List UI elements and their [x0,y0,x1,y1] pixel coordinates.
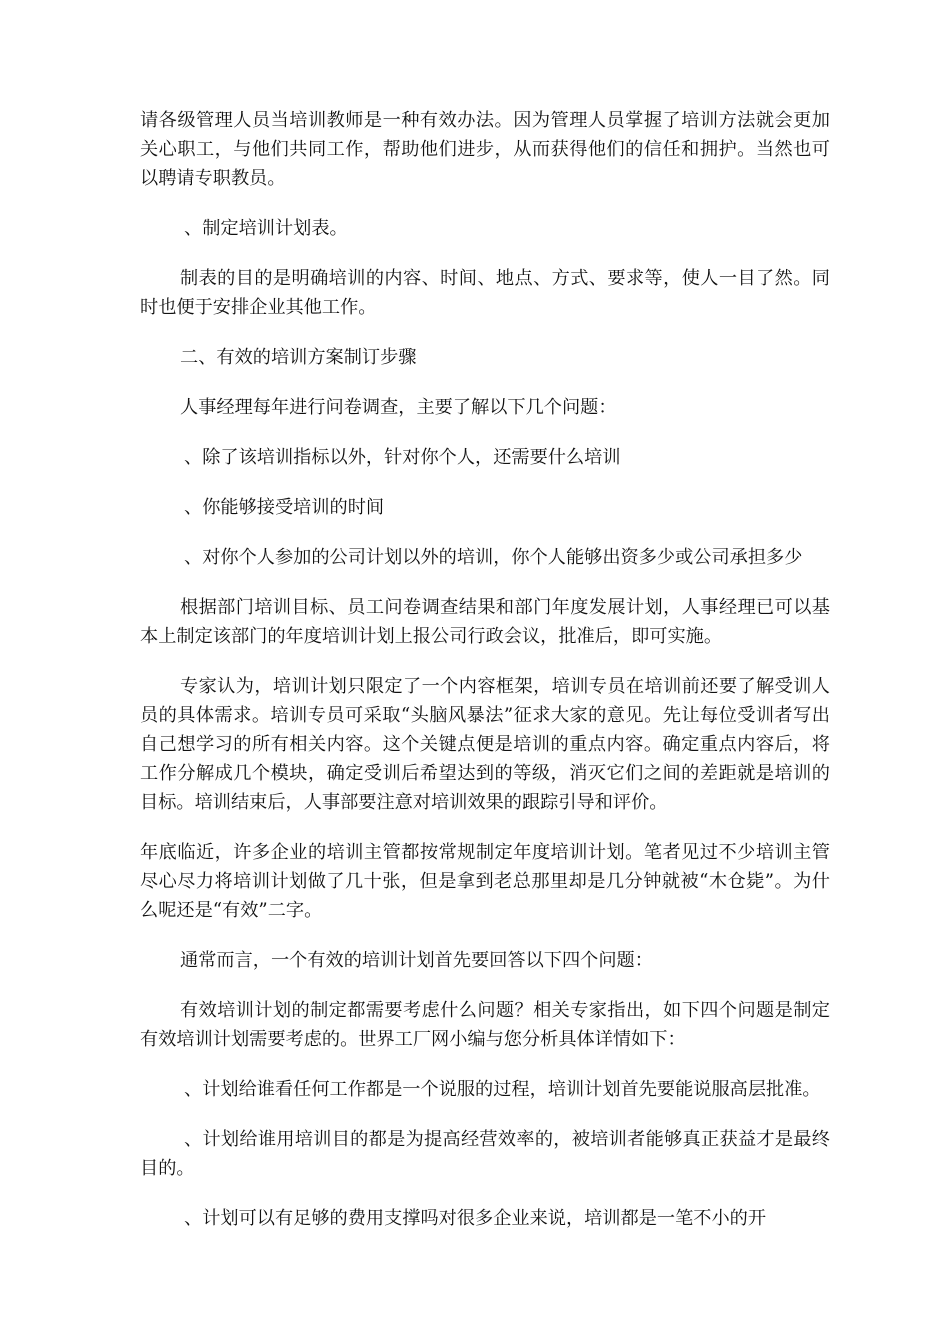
paragraph: 专家认为，培训计划只限定了一个内容框架，培训专员在培训前还要了解受训人员的具体需求。培训专员可采取“头脑风暴法”征求大家的意见。先让每位受训者写出自己想学习的所有相关内容。这个关键点便是培训的重点内容。确定重点内容后，将工作分解成几个模块，确定受训后希望达到的等级，消灭它们之间的差距就是培训的目标。培训结束后，人事部要注意对培训效果的跟踪引导和评价。 [140,676,830,813]
paragraph: 根据部门培训目标、员工问卷调查结果和部门年度发展计划，人事经理已可以基本上制定该部门的年度培训计划上报公司行政会议，批准后，即可实施。 [140,597,830,647]
list-item: 、计划给谁看任何工作都是一个说服的过程，培训计划首先要能说服高层批准。 [184,1079,821,1100]
paragraph: 人事经理每年进行问卷调查，主要了解以下几个问题： [180,397,617,418]
paragraph: 请各级管理人员当培训教师是一种有效办法。因为管理人员掌握了培训方法就会更加关心职工，与他们共同工作，帮助他们进步，从而获得他们的信任和拥护。当然也可以聘请专职教员。 [140,110,830,189]
paragraph: 通常而言，一个有效的培训计划首先要回答以下四个问题： [180,950,653,971]
list-item: 、除了该培训指标以外，针对你个人，还需要什么培训 [184,447,621,468]
list-item: 、计划给谁用培训目的都是为提高经营效率的，被培训者能够真正获益才是最终目的。 [140,1129,830,1179]
paragraph: 年底临近，许多企业的培训主管都按常规制定年度培训计划。笔者见过不少培训主管尽心尽力将培训计划做了几十张，但是拿到老总那里却是几分钟就被“木仓毙”。为什么呢还是“有效”二字。 [140,842,830,921]
paragraph: 、制定培训计划表。 [184,218,348,239]
paragraph: 制表的目的是明确培训的内容、时间、地点、方式、要求等，使人一目了然。同时也便于安排企业其他工作。 [140,268,830,318]
document-body [140,106,830,1233]
list-item: 、计划可以有足够的费用支撑吗对很多企业来说，培训都是一笔不小的开 [184,1208,767,1229]
paragraph: 有效培训计划的制定都需要考虑什么问题？相关专家指出，如下四个问题是制定有效培训计划需要考虑的。世界工厂网小编与您分析具体详情如下： [140,1000,830,1050]
section-heading: 二、有效的培训方案制订步骤 [180,347,417,368]
list-item: 、对你个人参加的公司计划以外的培训，你个人能够出资多少或公司承担多少 [184,547,803,568]
list-item: 、你能够接受培训的时间 [184,497,385,518]
